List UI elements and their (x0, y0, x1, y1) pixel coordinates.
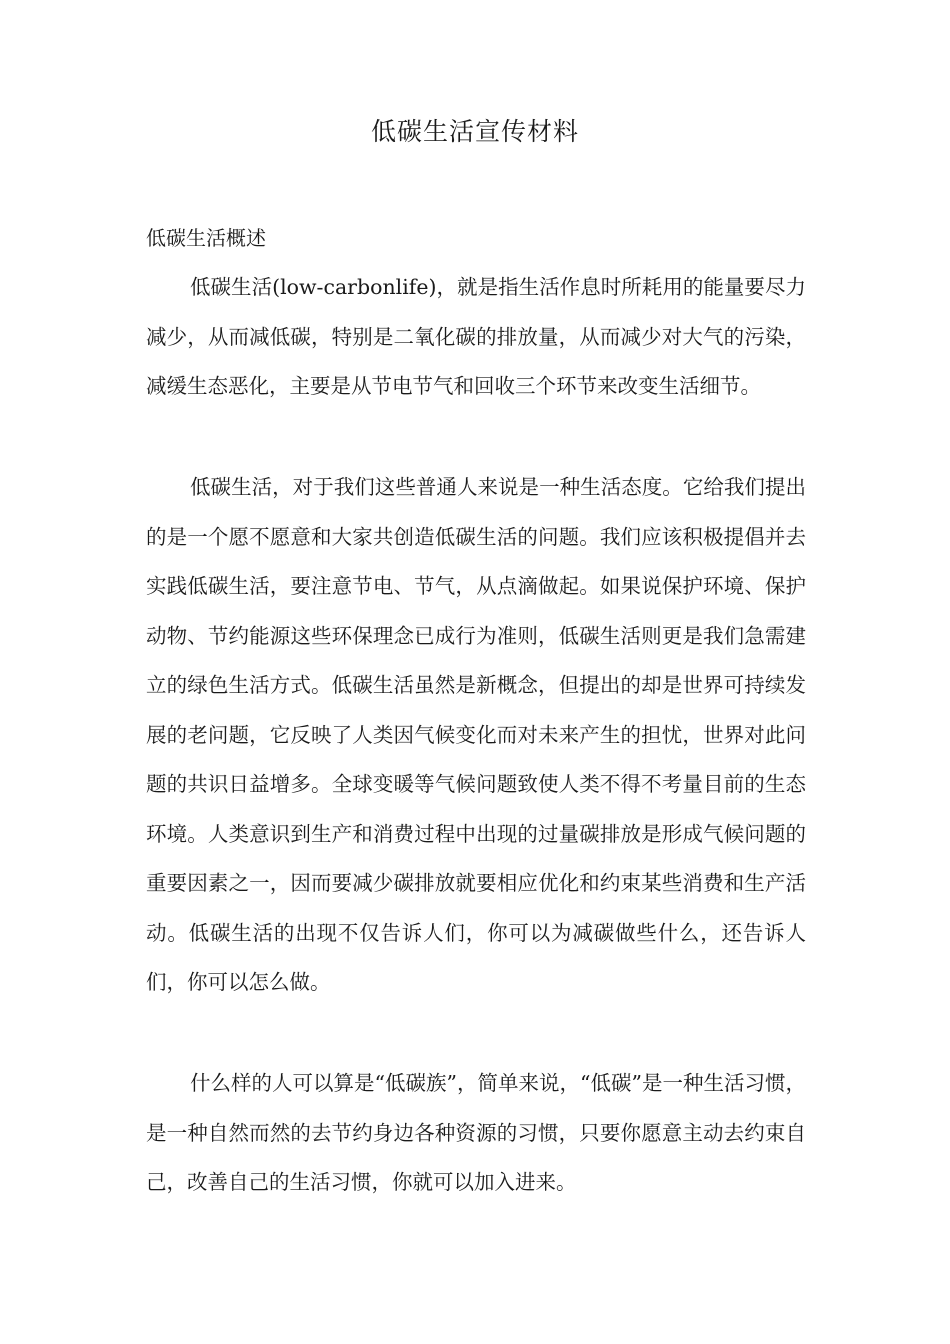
section-heading: 低碳生活概述 (146, 226, 266, 250)
paragraph-2: 低碳生活，对于我们这些普通人来说是一种生活态度。它给我们提出的是一个愿不愿意和大家共创造低碳生活的问题。我们应该积极提倡并去实践低碳生活，要注意节电、节气，从点滴做起。如果说保护环境、保护动物、节约能源这些环保理念已成行为准则，低碳生活则更是我们急需建立的绿色生活方式。低碳生活虽然是新概念，但提出的却是世界可持续发展的老问题，它反映了人类因气候变化而对未来产生的担忧，世界对此问题的共识日益增多。全球变暖等气候问题致使人类不得不考量目前的生态环境。人类意识到生产和消费过程中出现的过量碳排放是形成气候问题的重要因素之一，因而要减少碳排放就要相应优化和约束某些消费和生产活动。低碳生活的出现不仅告诉人们，你可以为减碳做些什么，还告诉人们，你可以怎么做。 (146, 475, 806, 994)
paragraph-1: 低碳生活(low-carbonlife)，就是指生活作息时所耗用的能量要尽力减少，从而减低碳，特别是二氧化碳的排放量，从而减少对大气的污染，减缓生态恶化，主要是从节电节气和回收三个环节来改变生活细节。 (146, 275, 806, 398)
document-title: 低碳生活宣传材料 (370, 117, 579, 146)
paragraph-3: 什么样的人可以算是“低碳族”，简单来说，“低碳”是一种生活习惯，是一种自然而然的去节约身边各种资源的习惯，只要你愿意主动去约束自己，改善自己的生活习惯，你就可以加入进来。 (146, 1071, 806, 1194)
